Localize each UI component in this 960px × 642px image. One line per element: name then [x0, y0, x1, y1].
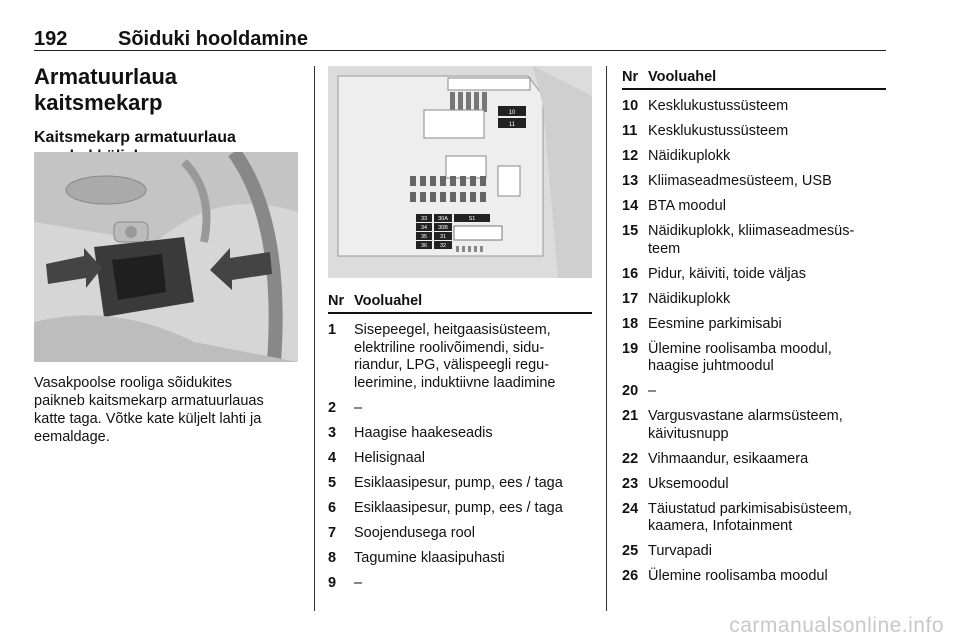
description-line: Ülemine roolisamba moodul, [648, 340, 832, 357]
description-line: Helisignaal [354, 449, 425, 466]
watermark: carmanualsonline.info [729, 614, 944, 637]
diagram-label: 31 [439, 234, 447, 240]
fuse-table-middle [328, 290, 592, 592]
row-description [354, 575, 592, 593]
row-number: 23 [622, 475, 639, 492]
table-header [622, 66, 886, 90]
row-description [648, 291, 886, 309]
row-number: 14 [622, 198, 639, 214]
row-number: 21 [622, 408, 639, 424]
table-row [622, 383, 886, 401]
description-line: Näidikuplokk, kliimaseadmesüs- [648, 223, 855, 239]
description-line: Täiustatud parkimisabisüsteem, [648, 500, 852, 517]
row-number: 6 [328, 499, 337, 516]
row-description [354, 425, 592, 443]
diagram-label: 36 [420, 243, 428, 249]
description-line: Kesklukustussüsteem [648, 98, 789, 114]
table-row [622, 98, 886, 116]
description-line: Tagumine klaasipuhasti [354, 549, 505, 566]
row-description [354, 400, 592, 418]
caption-line: paikneb kaitsmekarp armatuurlauas [34, 393, 264, 409]
row-number: 19 [622, 340, 639, 357]
table-row [328, 575, 592, 593]
description-line: haagise juhtmoodul [648, 358, 774, 374]
row-description [648, 173, 886, 191]
row-number: 4 [328, 449, 337, 466]
row-description [354, 450, 592, 468]
row-number: 15 [622, 223, 639, 239]
description-line: Esiklaasipesur, pump, ees / taga [354, 474, 563, 491]
description-line: riandur, LPG, välispeegli regu- [354, 357, 550, 373]
row-description [648, 568, 886, 586]
diagram-label: 33 [420, 216, 428, 222]
table-row [328, 322, 592, 392]
table-row [622, 223, 886, 258]
row-description [354, 525, 592, 543]
row-number: 26 [622, 568, 639, 584]
description-line: Sisepeegel, heitgaasisüsteem, [354, 322, 551, 338]
description-line: Vihmaandur, esikaamera [648, 450, 809, 467]
description-line: Näidikuplokk [648, 290, 731, 307]
row-number: 8 [328, 549, 337, 566]
dashboard-fusebox-photo [34, 152, 298, 362]
row-number: 12 [622, 148, 639, 164]
table-row [622, 543, 886, 561]
description-line: – [354, 574, 363, 591]
row-number: 22 [622, 450, 639, 467]
header-nr: Nr [328, 293, 345, 309]
table-row [328, 525, 592, 543]
row-number: 24 [622, 500, 639, 517]
row-description [354, 500, 592, 518]
table-row [328, 425, 592, 443]
diagram-label: 10 [508, 110, 516, 116]
row-description [354, 550, 592, 568]
table-row [622, 291, 886, 309]
row-description [648, 266, 886, 284]
photo-caption [34, 374, 304, 446]
description-line: – [354, 399, 363, 416]
row-description [648, 341, 886, 376]
diagram-label: 30B [438, 225, 448, 231]
description-line: Ülemine roolisamba moodul [648, 568, 828, 584]
caption-line: Vasakpoolse rooliga sõidukites [34, 375, 233, 391]
description-line: Näidikuplokk [648, 148, 731, 164]
row-number: 9 [328, 574, 337, 591]
row-description [648, 476, 886, 494]
page-number: 192 [34, 28, 68, 50]
row-description [648, 223, 886, 258]
row-number: 16 [622, 265, 639, 282]
table-row [328, 550, 592, 568]
description-line: BTA moodul [648, 198, 726, 214]
row-description [648, 543, 886, 561]
table-row [622, 148, 886, 166]
table-row [622, 568, 886, 586]
description-line: käivitusnupp [648, 425, 729, 442]
caption-line: eemaldage. [34, 429, 110, 445]
table-row [622, 173, 886, 191]
left-column [34, 64, 300, 166]
header-circuit: Vooluahel [354, 293, 423, 309]
row-number: 25 [622, 543, 639, 559]
table-row [328, 500, 592, 518]
table-row [622, 316, 886, 334]
header-circuit: Vooluahel [648, 69, 717, 85]
row-description [648, 123, 886, 141]
row-number: 18 [622, 315, 639, 332]
row-number: 13 [622, 173, 639, 189]
description-line: elektriline roolivõimendi, sidu- [354, 339, 545, 356]
row-number: 10 [622, 98, 639, 114]
description-line: Soojendusega rool [354, 524, 475, 541]
row-number: 7 [328, 524, 337, 541]
column-divider [314, 66, 315, 611]
description-line: Uksemoodul [648, 475, 729, 492]
row-description [648, 501, 886, 536]
table-row [622, 501, 886, 536]
table-row [328, 450, 592, 468]
description-line: Kesklukustussüsteem [648, 123, 789, 139]
row-description [648, 316, 886, 334]
row-number: 20 [622, 383, 639, 399]
description-line: Haagise haakeseadis [354, 424, 493, 441]
description-line: Turvapadi [648, 543, 712, 559]
row-description [648, 451, 886, 469]
diagram-label: 34 [420, 225, 428, 231]
caption-line: katte taga. Võtke kate küljelt lahti ja [34, 411, 262, 427]
row-description [648, 98, 886, 116]
table-row [328, 400, 592, 418]
diagram-label: 35 [420, 234, 428, 240]
description-line: kaamera, Infotainment [648, 518, 793, 534]
row-number: 2 [328, 399, 337, 416]
table-row [622, 341, 886, 376]
diagram-label: 11 [508, 122, 516, 128]
diagram-label: 32 [439, 243, 447, 249]
description-line: Kliimaseadmesüsteem, USB [648, 173, 832, 189]
row-number: 17 [622, 290, 639, 307]
table-row [622, 476, 886, 494]
subtitle-line: Kaitsmekarp armatuurlaua [34, 129, 236, 146]
row-description [648, 148, 886, 166]
row-description [648, 198, 886, 216]
table-row [622, 266, 886, 284]
table-header [328, 290, 592, 314]
table-row [622, 408, 886, 443]
chapter-title: Sõiduki hooldamine [118, 28, 309, 50]
header-nr: Nr [622, 69, 639, 85]
description-line: leerimine, induktiivne laadimine [354, 374, 556, 391]
fuse-table-right [622, 66, 886, 586]
description-line: teem [648, 240, 681, 257]
row-number: 5 [328, 474, 337, 491]
row-description [648, 408, 886, 443]
page-header [34, 28, 886, 51]
description-line: Esiklaasipesur, pump, ees / taga [354, 499, 563, 516]
description-line: Pidur, käiviti, toide väljas [648, 265, 806, 282]
description-line: Eesmine parkimisabi [648, 315, 782, 332]
row-number: 3 [328, 424, 337, 441]
table-row [622, 451, 886, 469]
diagram-label: S1 [468, 216, 476, 222]
table-row [622, 198, 886, 216]
row-description [354, 322, 592, 392]
row-number: 11 [622, 123, 638, 139]
diagram-label: 30A [438, 216, 448, 222]
table-row [328, 475, 592, 493]
description-line: Vargusvastane alarmsüsteem, [648, 408, 843, 424]
row-description [648, 383, 886, 401]
column-divider [606, 66, 607, 611]
row-description [354, 475, 592, 493]
section-title: Armatuurlaua kaitsmekarp [34, 64, 178, 115]
row-number: 1 [328, 322, 337, 338]
table-row [622, 123, 886, 141]
description-line: – [648, 383, 657, 399]
fusebox-diagram [328, 66, 592, 278]
